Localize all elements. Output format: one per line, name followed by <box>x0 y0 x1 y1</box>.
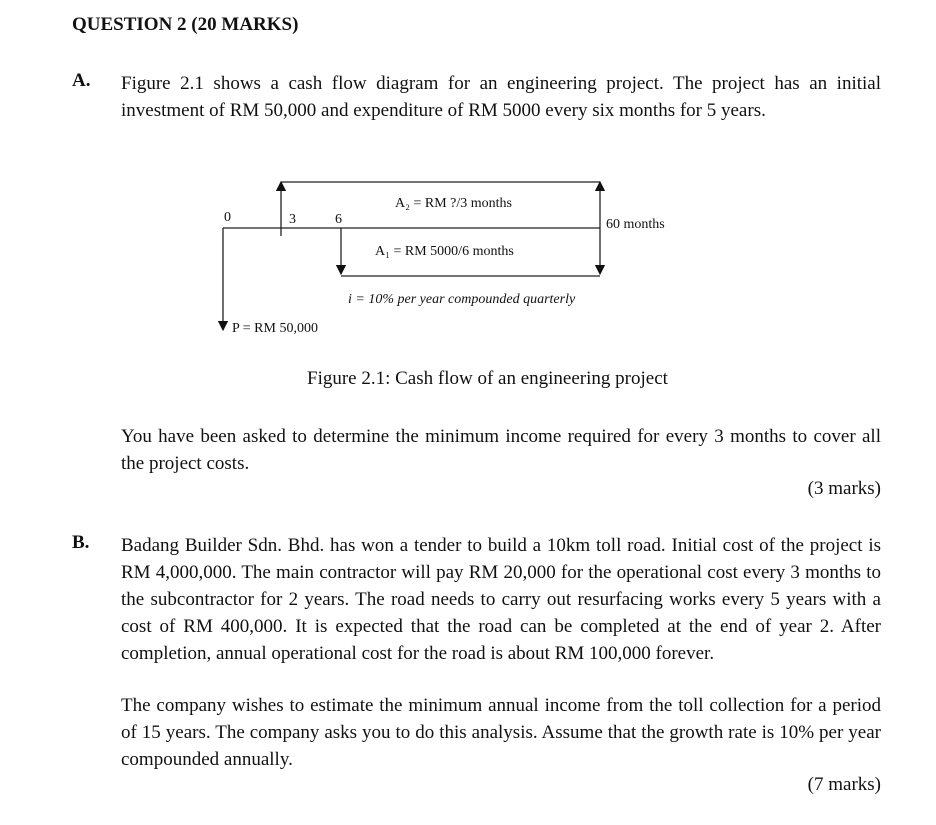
part-b-label: B. <box>72 532 90 553</box>
part-b-paragraph-2: The company wishes to estimate the minimum annual income from the toll collection for a period of 15 years. The company asks you to do this analysis. Assume that the growth rate is 10% per year compounded annually. <box>121 695 881 770</box>
part-a-marks: (3 marks) <box>807 478 881 499</box>
a2-label: A₂ = RM ?/3 months <box>395 196 513 211</box>
rate-label: i = 10% per year compounded quarterly <box>348 292 576 307</box>
part-b-marks: (7 marks) <box>807 774 881 795</box>
part-a-question: You have been asked to determine the minimum income required for every 3 months to cover all the project costs. <box>121 426 881 474</box>
p-label: P = RM 50,000 <box>232 321 318 336</box>
question-title: QUESTION 2 (20 MARKS) <box>72 14 299 35</box>
cash-flow-diagram <box>0 0 936 400</box>
tick-6: 6 <box>335 212 342 227</box>
tick-0: 0 <box>224 210 231 225</box>
end-label: 60 months <box>606 217 665 232</box>
figure-caption: Figure 2.1: Cash flow of an engineering project <box>307 368 668 389</box>
part-b-paragraph-1: Badang Builder Sdn. Bhd. has won a tender to build a 10km toll road. Initial cost of the project is RM 4,000,000. The main contractor will pay RM 20,000 for the operational cost every 3 months to the subcontractor for 2 years. The road needs to carry out resurfacing works every 5 years with a cost of RM 400,000. It is expected that the road can be completed at the end of year 2. After completion, annual operational cost for the road is about RM 100,000 forever. <box>121 535 881 664</box>
tick-3: 3 <box>289 212 296 227</box>
part-a-intro: Figure 2.1 shows a cash flow diagram for an engineering project. The project has an initial investment of RM 50,000 and expenditure of RM 5000 every six months for 5 years. <box>121 73 881 121</box>
a1-label: A₁ = RM 5000/6 months <box>375 244 514 259</box>
part-a-label: A. <box>72 70 91 91</box>
